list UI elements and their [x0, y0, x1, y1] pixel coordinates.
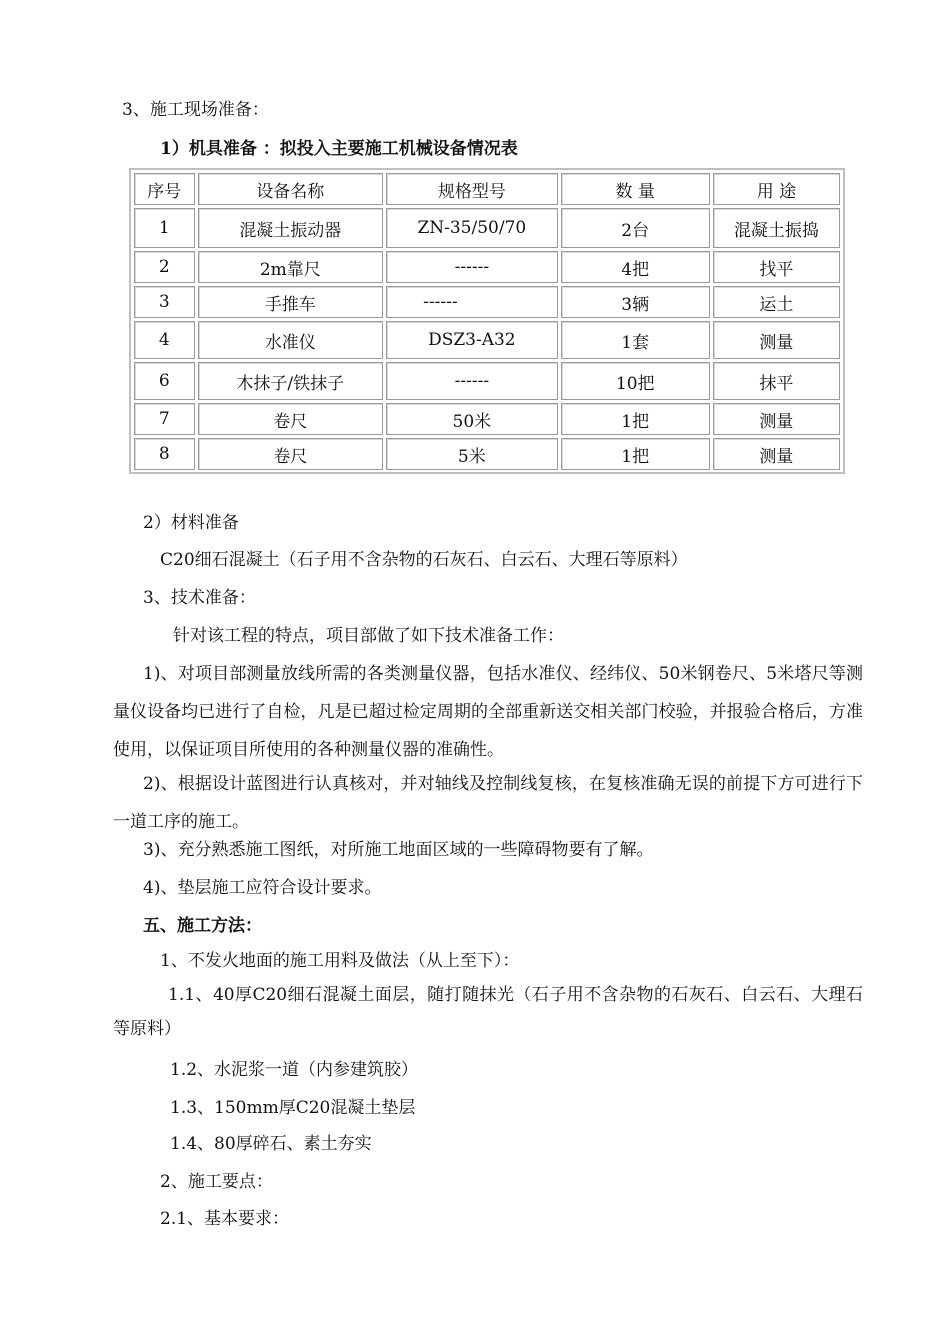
table-cell: 6: [134, 362, 195, 400]
heading-machinery: 1）机具准备 ：拟投入主要施工机械设备情况表: [160, 139, 518, 159]
table-cell: 混凝土振捣: [713, 208, 840, 248]
tech-item: 4)、垫层施工应符合设计要求。: [143, 878, 382, 898]
table-cell: 手推车: [198, 286, 384, 318]
equipment-table: [129, 168, 845, 474]
table-header-cell: 数 量: [561, 173, 710, 205]
table-cell: 3辆: [561, 286, 710, 318]
method-item: [113, 978, 863, 1046]
table-cell: 2台: [561, 208, 710, 248]
table-header-cell: 序号: [134, 173, 195, 205]
heading-method: 五、施工方法：: [143, 916, 262, 936]
table-cell: 1把: [561, 403, 710, 435]
table-cell: 10把: [561, 362, 710, 400]
method-item-text: 1.1、40厚C20细石混凝土面层，随打随抹光（石子用不含杂物的石灰石、白云石、大理石等原料）: [113, 985, 863, 1039]
table-cell: 木抹子/铁抹子: [198, 362, 384, 400]
table-row: [134, 403, 840, 435]
table-cell: 5米: [386, 438, 557, 470]
heading-tech: 3、技术准备：: [143, 588, 256, 608]
table-cell: 2: [134, 251, 195, 283]
table-cell: DSZ3-A32: [386, 321, 557, 359]
method-item: 1、不发火地面的施工用料及做法（从上至下）：: [160, 951, 520, 971]
table-header-row: [134, 173, 840, 205]
table-cell: ------: [386, 251, 557, 283]
table-row: [134, 251, 840, 283]
tech-intro: 针对该工程的特点，项目部做了如下技术准备工作：: [173, 626, 564, 646]
table-cell: 运土: [713, 286, 840, 318]
table-header-cell: 设备名称: [198, 173, 384, 205]
table-header-cell: 规格型号: [386, 173, 557, 205]
tech-item: [113, 765, 863, 841]
table-cell: 找平: [713, 251, 840, 283]
tech-item-text: 2)、根据设计蓝图进行认真核对，并对轴线及控制线复核，在复核准确无误的前提下方可进行下一道工序的施工。: [113, 774, 863, 832]
table-row: [134, 362, 840, 400]
tech-item: [113, 655, 863, 769]
table-cell: ------: [386, 286, 557, 318]
table-header-cell: 用 途: [713, 173, 840, 205]
table-cell: 50米: [386, 403, 557, 435]
table-cell: 水准仪: [198, 321, 384, 359]
table-cell: 2m靠尺: [198, 251, 384, 283]
table-cell: ------: [386, 362, 557, 400]
table-cell: 4: [134, 321, 195, 359]
method-item: 1.2、水泥浆一道（内参建筑胶）: [170, 1060, 419, 1080]
table-row: [134, 438, 840, 470]
table-cell: 4把: [561, 251, 710, 283]
table-cell: 抹平: [713, 362, 840, 400]
method-item: 1.3、150mm厚C20混凝土垫层: [170, 1098, 416, 1118]
table-cell: 测量: [713, 438, 840, 470]
table-cell: 测量: [713, 403, 840, 435]
table-cell: 测量: [713, 321, 840, 359]
method-item: 1.4、80厚碎石、素土夯实: [170, 1134, 372, 1154]
method-item: 2、施工要点：: [160, 1172, 273, 1192]
tech-item: 3)、充分熟悉施工图纸，对所施工地面区域的一些障碍物要有了解。: [143, 840, 654, 860]
table-cell: ZN-35/50/70: [386, 208, 557, 248]
table-cell: 8: [134, 438, 195, 470]
heading-site-prep: 3、施工现场准备：: [122, 100, 269, 120]
heading-materials: 2）材料准备: [143, 513, 239, 533]
table-cell: 1把: [561, 438, 710, 470]
table-cell: 混凝土振动器: [198, 208, 384, 248]
table-cell: 1套: [561, 321, 710, 359]
tech-item-text: 1)、对项目部测量放线所需的各类测量仪器，包括水准仪、经纬仪、50米钢卷尺、5米塔尺等测量仪设备均已进行了自检，凡是已超过检定周期的全部重新送交相关部门校验，并报验合格后，方准使用，以保证项目所使用的各种测量仪器的准确性。: [113, 664, 863, 760]
table-cell: 卷尺: [198, 403, 384, 435]
table-cell: 7: [134, 403, 195, 435]
table-row: [134, 208, 840, 248]
table-cell: 卷尺: [198, 438, 384, 470]
table-row: [134, 321, 840, 359]
materials-text: C20细石混凝土（石子用不含杂物的石灰石、白云石、大理石等原料）: [160, 550, 688, 570]
table-cell: 3: [134, 286, 195, 318]
table-cell: 1: [134, 208, 195, 248]
table-row: [134, 286, 840, 318]
method-item: 2.1、基本要求：: [160, 1209, 290, 1229]
